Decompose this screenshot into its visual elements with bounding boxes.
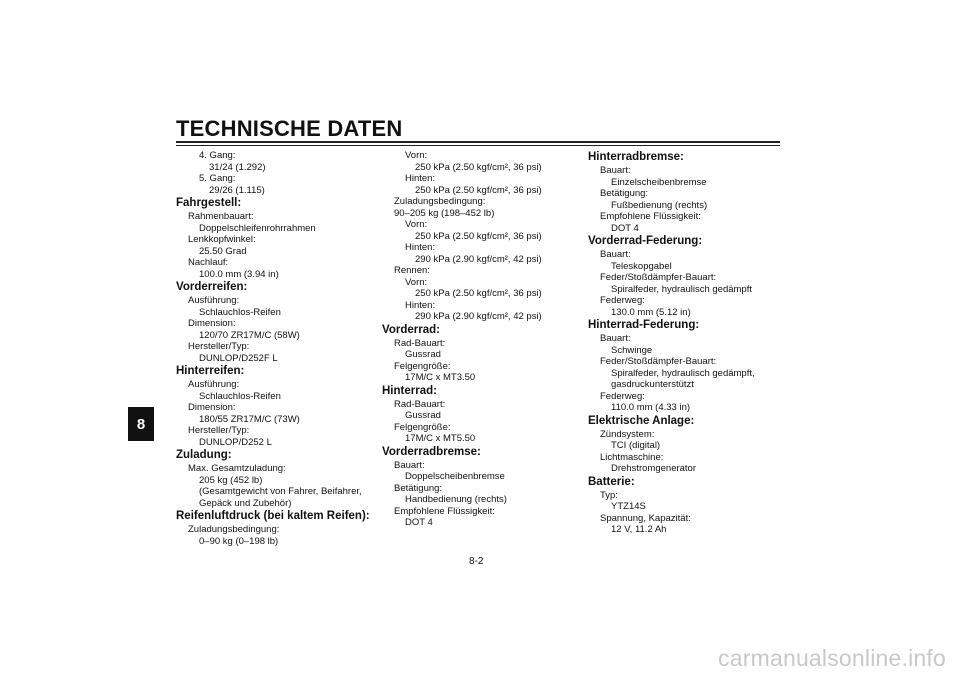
spec-line: 29/26 (1.115): [209, 184, 265, 196]
watermark: carmanualsonline.info: [718, 645, 946, 671]
spec-line: Nachlauf:: [188, 257, 229, 268]
spec-line: Felgengröße:: [394, 421, 451, 433]
spec-line: Zuladungsbedingung:: [188, 524, 280, 535]
spec-line: 290 kPa (2.90 kgf/cm², 42 psi): [415, 311, 542, 322]
spec-line: Ausführung:: [188, 295, 240, 306]
section-heading: Zuladung:: [176, 449, 232, 461]
spec-line: Betätigung:: [600, 188, 649, 199]
spec-line: 250 kPa (2.50 kgf/cm², 36 psi): [415, 161, 542, 173]
spec-line: Vorn:: [405, 150, 428, 161]
spec-line: Zuladungsbedingung:: [394, 196, 486, 207]
spec-line: (Gesamtgewicht von Fahrer, Beifahrer,: [199, 486, 362, 497]
spec-line: Rahmenbauart:: [188, 211, 254, 222]
spec-line: Gussrad: [405, 410, 441, 421]
spec-line: Spannung, Kapazität:: [600, 512, 691, 524]
spec-line: TCI (digital): [611, 440, 661, 451]
section-heading: Fahrgestell:: [176, 197, 242, 209]
spec-line: DUNLOP/D252 L: [199, 436, 272, 448]
spec-column-3: [588, 150, 778, 536]
spec-line: Rennen:: [394, 265, 430, 276]
spec-line: Bauart:: [394, 459, 425, 471]
spec-line: Ausführung:: [188, 379, 240, 390]
spec-line: Lenkkopfwinkel:: [188, 234, 256, 245]
spec-line: Hinten:: [405, 242, 436, 253]
spec-line: Typ:: [600, 489, 618, 501]
spec-line: 250 kPa (2.50 kgf/cm², 36 psi): [415, 230, 542, 242]
spec-line: Lichtmaschine:: [600, 451, 664, 463]
spec-line: 17M/C x MT3.50: [405, 372, 476, 383]
spec-line: Schlauchlos-Reifen: [199, 390, 281, 402]
spec-line: gasdruckunterstützt: [611, 379, 694, 390]
spec-column-2: [382, 150, 572, 529]
section-heading: Reifenluftdruck (bei kaltem Reifen):: [176, 510, 370, 522]
spec-line: Vorn:: [405, 276, 428, 288]
section-heading: Vorderrad:: [382, 323, 440, 336]
spec-line: Fußbedienung (rechts): [611, 199, 708, 211]
spec-line: 110.0 mm (4.33 in): [611, 402, 691, 413]
spec-line: 180/55 ZR17M/C (73W): [199, 413, 300, 425]
spec-line: Bauart:: [600, 165, 631, 176]
section-heading: Hinterrad-Federung:: [588, 319, 700, 331]
spec-line: 12 V, 11.2 Ah: [611, 524, 667, 535]
spec-line: Hersteller/Typ:: [188, 341, 250, 352]
spec-line: Dimension:: [188, 318, 236, 329]
spec-line: 90–205 kg (198–452 lb): [394, 207, 495, 219]
spec-line: 205 kg (452 lb): [199, 474, 263, 486]
spec-line: Bauart:: [600, 333, 631, 344]
spec-line: 17M/C x MT5.50: [405, 433, 476, 444]
section-heading: Hinterrad:: [382, 384, 437, 397]
spec-line: Drehstromgenerator: [611, 463, 697, 474]
spec-line: Gussrad: [405, 349, 441, 360]
spec-line: 5. Gang:: [199, 173, 236, 184]
spec-line: Spiralfeder, hydraulisch gedämpft,: [611, 367, 755, 379]
spec-line: Rad-Bauart:: [394, 337, 446, 349]
spec-column-1: [176, 150, 370, 547]
spec-line: 120/70 ZR17M/C (58W): [199, 329, 300, 341]
spec-line: Doppelscheibenbremse: [405, 471, 505, 482]
spec-line: Gepäck und Zubehör): [199, 497, 292, 509]
page-title: TECHNISCHE DATEN: [176, 116, 403, 141]
section-heading: Batterie:: [588, 475, 635, 488]
spec-line: Empfohlene Flüssigkeit:: [600, 211, 701, 222]
section-heading: Vorderreifen:: [176, 281, 248, 293]
spec-line: Hinten:: [405, 299, 436, 311]
spec-line: 250 kPa (2.50 kgf/cm², 36 psi): [415, 184, 542, 196]
spec-line: 130.0 mm (5.12 in): [611, 306, 691, 318]
spec-line: Schlauchlos-Reifen: [199, 306, 281, 318]
spec-line: Dimension:: [188, 402, 236, 413]
section-heading: Vorderrad-Federung:: [588, 235, 703, 247]
section-heading: Vorderradbremse:: [382, 445, 481, 458]
spec-line: Handbedienung (rechts): [405, 494, 507, 505]
spec-line: 25.50 Grad: [199, 245, 247, 257]
spec-line: Betätigung:: [394, 482, 443, 494]
spec-line: Empfohlene Flüssigkeit:: [394, 505, 495, 517]
spec-line: DOT 4: [405, 517, 433, 528]
section-heading: Elektrische Anlage:: [588, 414, 695, 427]
title-rule-thin: [176, 145, 780, 146]
spec-line: Feder/Stoßdämpfer-Bauart:: [600, 356, 717, 367]
spec-line: Federweg:: [600, 295, 645, 306]
spec-line: Federweg:: [600, 390, 645, 402]
spec-line: Rad-Bauart:: [394, 398, 446, 410]
spec-line: 4. Gang:: [199, 150, 236, 161]
spec-line: Felgengröße:: [394, 360, 451, 372]
spec-line: Spiralfeder, hydraulisch gedämpft: [611, 283, 752, 295]
spec-line: Vorn:: [405, 219, 428, 230]
spec-line: Einzelscheibenbremse: [611, 176, 707, 188]
spec-line: Doppelschleifenrohrrahmen: [199, 222, 316, 234]
section-heading: Hinterradbremse:: [588, 151, 684, 163]
spec-line: Schwinge: [611, 344, 653, 356]
spec-line: 290 kPa (2.90 kgf/cm², 42 psi): [415, 253, 542, 265]
spec-line: Bauart:: [600, 249, 631, 260]
spec-line: DUNLOP/D252F L: [199, 352, 278, 364]
spec-line: Zündsystem:: [600, 428, 655, 440]
spec-line: Hinten:: [405, 173, 436, 184]
spec-line: YTZ14S: [611, 501, 646, 512]
spec-line: Feder/Stoßdämpfer-Bauart:: [600, 272, 717, 283]
title-rule-thick: [176, 141, 780, 143]
page-number: 8-2: [469, 556, 484, 567]
section-heading: Hinterreifen:: [176, 365, 245, 377]
spec-line: 250 kPa (2.50 kgf/cm², 36 psi): [415, 288, 542, 299]
spec-line: Teleskopgabel: [611, 260, 672, 272]
spec-line: DOT 4: [611, 222, 639, 234]
chapter-tab: 8: [128, 407, 154, 441]
spec-line: Max. Gesamtzuladung:: [188, 463, 286, 474]
spec-line: Hersteller/Typ:: [188, 425, 250, 436]
spec-line: 0–90 kg (0–198 lb): [199, 535, 279, 547]
spec-line: 31/24 (1.292): [209, 161, 266, 173]
spec-line: 100.0 mm (3.94 in): [199, 268, 279, 280]
